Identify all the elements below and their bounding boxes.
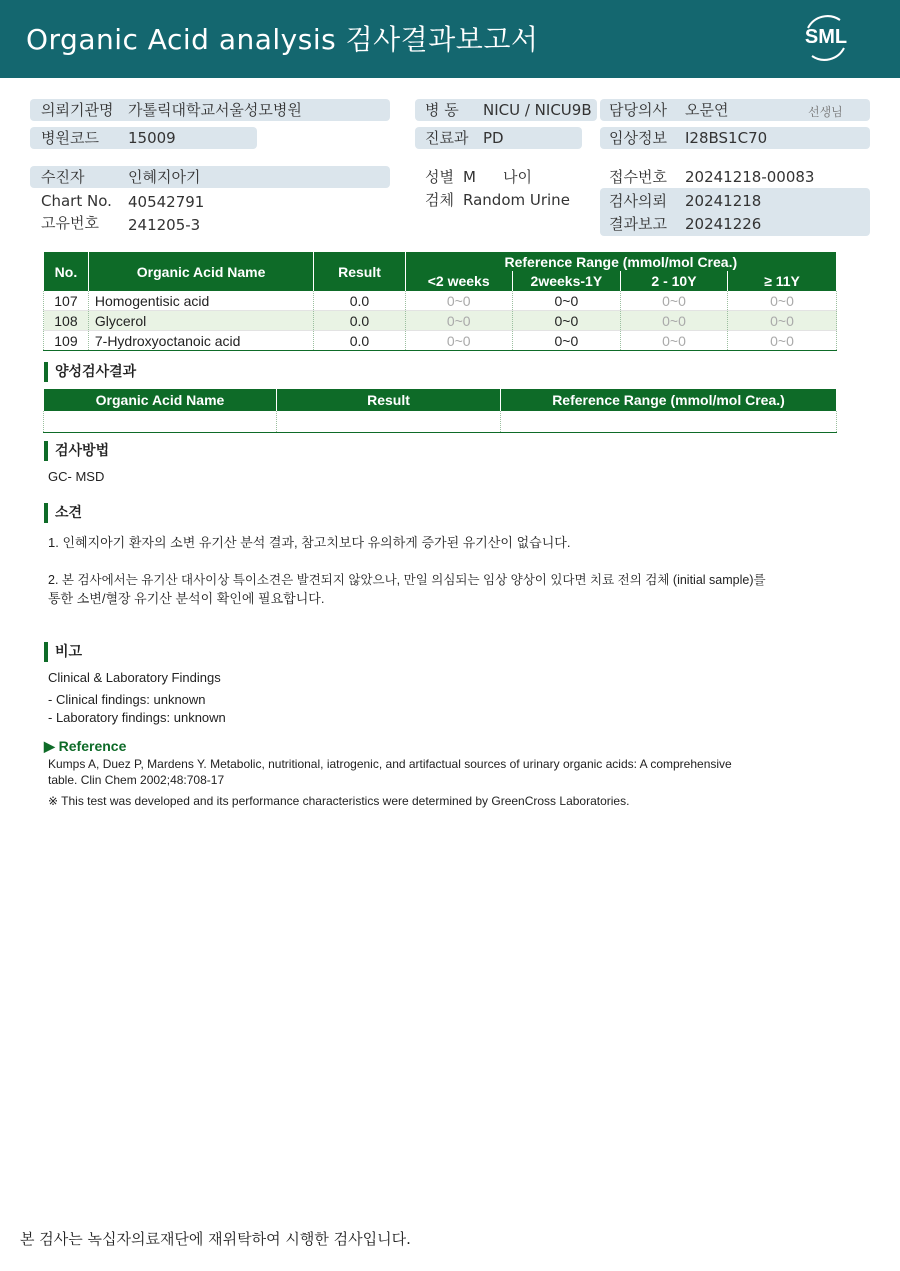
table-row [44,331,837,351]
ward-label: 병 동 [425,101,459,119]
row-ref-2: 0~0 [512,311,620,331]
institution-label: 의뢰기관명 [41,101,114,119]
clinical-value: I28BS1C70 [685,129,768,147]
row-name: Glycerol [88,311,313,331]
hospital-code-value: 15009 [128,129,176,147]
row-ref-2: 0~0 [512,331,620,351]
specimen-label: 검체 [425,191,454,209]
remarks-line-2: - Clinical findings: unknown [48,692,206,707]
report-label: 결과보고 [609,215,667,233]
col-age-under-2w: <2 weeks [405,271,512,291]
row-result: 0.0 [314,291,405,311]
report-value: 20241226 [685,215,762,233]
col-age-11y-plus: ≥ 11Y [727,271,836,291]
method-section-title: 검사방법 [44,441,109,461]
sex-value: M [463,168,476,186]
reference-line-1: Kumps A, Duez P, Mardens Y. Metabolic, nutritional, iatrogenic, and artifactual sources of urinary organic acids: A comprehensive [48,757,732,771]
row-ref-1: 0~0 [405,291,512,311]
col-age-2w-1y: 2weeks-1Y [512,271,620,291]
remarks-section-title: 비고 [44,642,82,662]
col-result: Result [314,252,405,291]
clinical-label: 임상정보 [609,129,667,147]
row-ref-3: 0~0 [620,291,727,311]
sex-label: 성별 [425,168,454,186]
chart-label: Chart No. [41,192,112,210]
row-name: 7-Hydroxyoctanoic acid [88,331,313,351]
row-ref-1: 0~0 [405,311,512,331]
report-title: Organic Acid analysis 검사결과보고서 [26,23,539,56]
row-ref-4: 0~0 [727,331,836,351]
row-result: 0.0 [314,311,405,331]
table-row [44,291,837,311]
findings-line-1: 1. 인혜지아기 환자의 소변 유기산 분석 결과, 참고치보다 유의하게 증가된 유기산이 없습니다. [48,535,571,550]
doctor-label: 담당의사 [609,101,667,119]
ward-value: NICU / NICU9B [483,101,592,119]
footer-note: 본 검사는 녹십자의료재단에 재위탁하여 시행한 검사입니다. [20,1230,411,1248]
results-table [43,252,837,351]
report-header [0,0,900,78]
row-ref-2: 0~0 [512,291,620,311]
pos-col-result: Result [277,389,501,411]
row-ref-1: 0~0 [405,331,512,351]
col-reference: Reference Range (mmol/mol Crea.) [405,252,836,271]
method-value: GC- MSD [48,469,105,484]
request-label: 검사의뢰 [609,192,667,210]
receipt-value: 20241218-00083 [685,168,815,186]
findings-line-3: 통한 소변/혈장 유기산 분석이 확인에 필요합니다. [48,591,325,606]
hospital-code-label: 병원코드 [41,129,99,147]
dept-value: PD [483,129,504,147]
row-ref-3: 0~0 [620,311,727,331]
reference-line-2: table. Clin Chem 2002;48:708-17 [48,773,225,787]
row-name: Homogentisic acid [88,291,313,311]
request-value: 20241218 [685,192,762,210]
logo-text: SML [804,26,848,48]
unique-label: 고유번호 [41,214,99,232]
positive-table [43,389,837,433]
specimen-value: Random Urine [463,191,570,209]
col-no: No. [44,252,89,291]
positive-section-title: 양성검사결과 [44,362,136,382]
institution-value: 가톨릭대학교서울성모병원 [128,101,302,119]
unique-value: 241205-3 [128,216,201,234]
sml-logo [800,12,852,64]
row-no: 108 [44,311,89,331]
row-ref-4: 0~0 [727,311,836,331]
age-label: 나이 [503,168,532,186]
reference-title: ▶ Reference [44,738,127,754]
table-row [44,311,837,331]
receipt-label: 접수번호 [609,168,667,186]
col-age-2-10y: 2 - 10Y [620,271,727,291]
pos-col-name: Organic Acid Name [44,389,277,411]
row-no: 107 [44,291,89,311]
pos-col-reference: Reference Range (mmol/mol Crea.) [501,389,837,411]
row-result: 0.0 [314,331,405,351]
patient-label: 수진자 [41,168,85,186]
table-row [44,411,837,433]
findings-section-title: 소견 [44,503,82,523]
dept-label: 진료과 [425,129,469,147]
row-no: 109 [44,331,89,351]
col-name: Organic Acid Name [88,252,313,291]
remarks-line-1: Clinical & Laboratory Findings [48,670,221,685]
chart-value: 40542791 [128,193,205,211]
reference-note: ※ This test was developed and its performance characteristics were determined by GreenCross Laboratories. [48,794,630,808]
findings-line-2: 2. 본 검사에서는 유기산 대사이상 특이소견은 발견되지 않았으나, 만일 의심되는 임상 양상이 있다면 치료 전의 검체 (initial sample)를 [48,573,766,587]
doctor-value: 오문연 [685,101,729,119]
remarks-line-3: - Laboratory findings: unknown [48,710,226,725]
row-ref-3: 0~0 [620,331,727,351]
patient-value: 인혜지아기 [128,168,201,186]
doctor-suffix: 선생님 [808,105,843,119]
row-ref-4: 0~0 [727,291,836,311]
